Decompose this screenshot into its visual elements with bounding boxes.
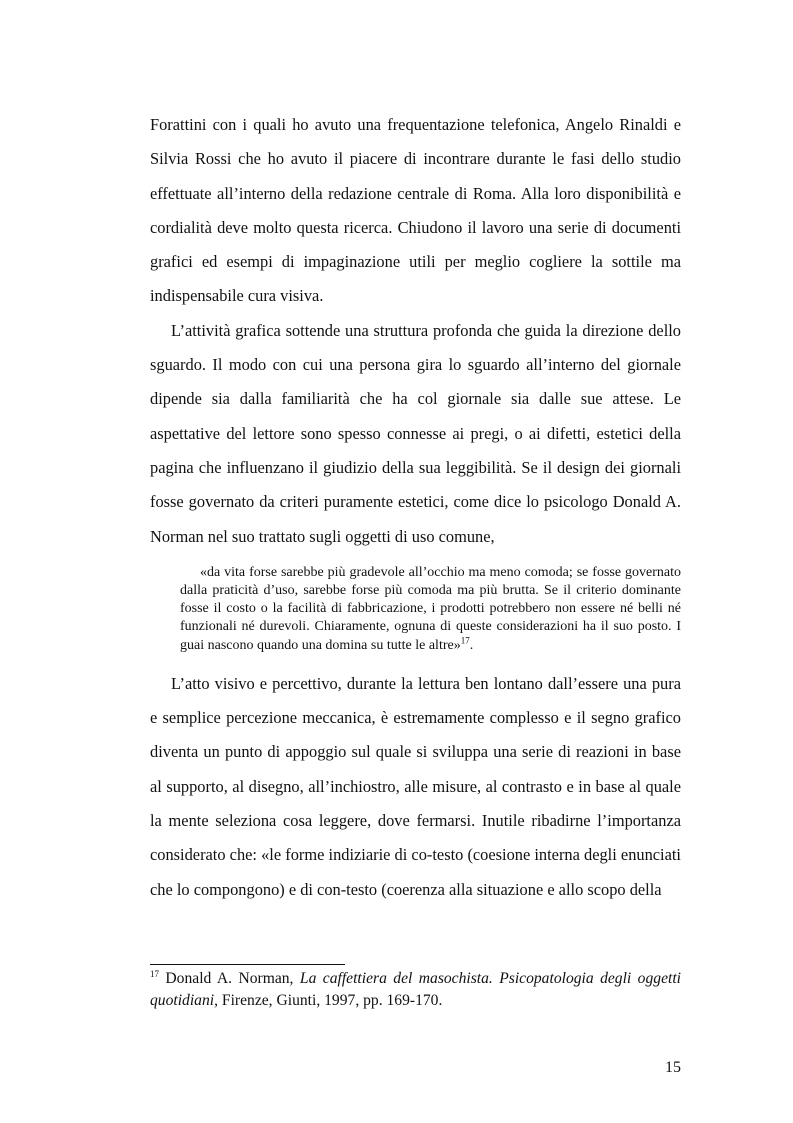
page-body bbox=[150, 108, 681, 907]
paragraph-3: L’atto visivo e percettivo, durante la lettura ben lontano dall’essere una pura e semplice percezione meccanica, è estremamente complesso e il segno grafico diventa un punto di appoggio sul quale si sviluppa una serie di reazioni in base al supporto, al disegno, all’inchiostro, alle misure, al contrasto e in base al quale la mente seleziona cosa leggere, dove fermarsi. Inutile ribadirne l’importanza considerato che: «le forme indiziarie di co-testo (coesione interna degli enunciati che lo compongono) e di con-testo (coerenza alla situazione e allo scopo della bbox=[150, 673, 681, 899]
footnote-author: Donald A. Norman, bbox=[165, 970, 300, 987]
block-quote bbox=[150, 564, 681, 655]
quote-end-punctuation: . bbox=[469, 637, 474, 653]
quote-text: «da vita forse sarebbe più gradevole all’occhio ma meno comoda; se fosse governato dalla praticità d’uso, sarebbe forse più comoda ma più brutta. Se il criterio dominante fosse il costo o la facilità di fabbricazione, i prodotti potrebbero non essere né belli né funzionali né durevoli. Chiaramente, ognuna di queste considerazioni ha il suo posto. I guai nascono quando una domina su tutte le altre» bbox=[180, 564, 681, 653]
footnote-separator bbox=[150, 964, 345, 965]
quote-footnote-ref[interactable]: 17 bbox=[460, 635, 470, 646]
quote-text-block bbox=[150, 564, 681, 655]
footnote-details: , Firenze, Giunti, 1997, pp. 169-170. bbox=[214, 992, 443, 1009]
paragraph-2: L’attività grafica sottende una struttura profonda che guida la direzione dello sguardo. Il modo con cui una persona gira lo sguardo all’interno del giornale dipende sia dalla familiarità che ha col giornale sia dalle sue attese. Le aspettative del lettore sono spesso connesse ai pregi, o ai difetti, estetici della pagina che influenzano il giudizio della sua leggibilità. Se il design dei giornali fosse governato da criteri puramente estetici, come dice lo psicologo Donald A. Norman nel suo trattato sugli oggetti di uso comune, bbox=[150, 320, 681, 546]
footnote-17 bbox=[150, 968, 681, 1012]
page-number: 15 bbox=[665, 1059, 681, 1076]
footnote-title: La caffettiera del masochista. Psicopatologia degli oggetti quotidiani bbox=[150, 970, 681, 1009]
footnote-number: 17 bbox=[150, 968, 159, 979]
paragraph-1: Forattini con i quali ho avuto una frequentazione telefonica, Angelo Rinaldi e Silvia Rossi che ho avuto il piacere di incontrare durante le fasi dello studio effettuate all’interno della redazione centrale di Roma. Alla loro disponibilità e cordialità deve molto questa ricerca. Chiudono il lavoro una serie di documenti grafici ed esempi di impaginazione utili per meglio cogliere la sottile ma indispensabile cura visiva. bbox=[150, 115, 681, 306]
